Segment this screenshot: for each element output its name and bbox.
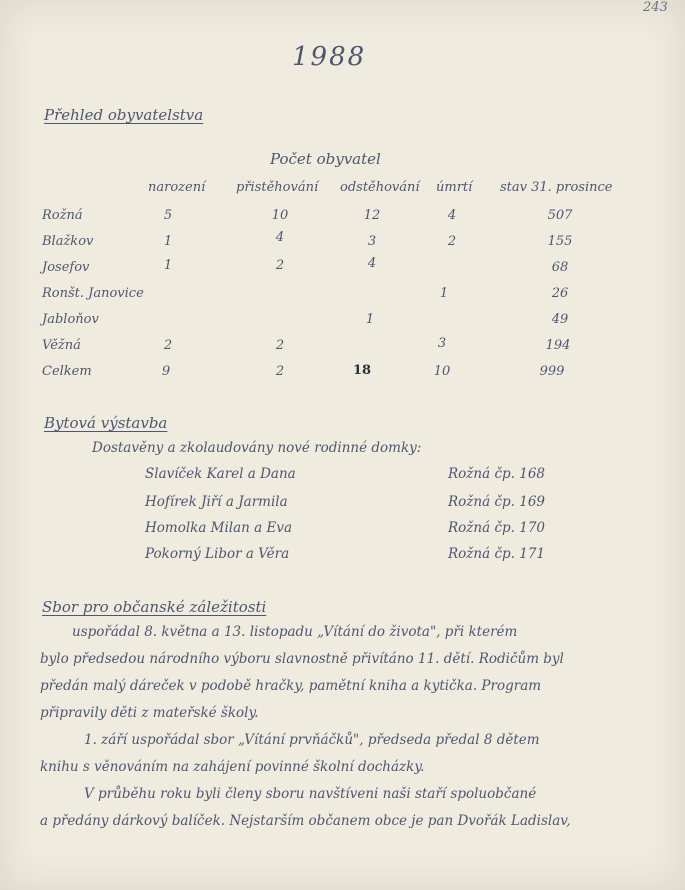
text-line: bylo předsedou národního výboru slavnostně přivítáno 11. dětí. Rodičům byl xyxy=(40,651,564,667)
table-cell: 194 xyxy=(545,338,571,353)
text-line: 1. září uspořádal sbor „Vítání prvňáčků", předseda předal 8 dětem xyxy=(84,732,540,748)
table-cell: 1 xyxy=(163,234,173,249)
table-cell: 49 xyxy=(551,312,569,327)
list-item-address: Rožná čp. 169 xyxy=(448,494,545,510)
table-cell: 155 xyxy=(547,234,573,249)
text-line: předán malý dáreček v podobě hračky, pamětní kniha a kytička. Program xyxy=(40,678,542,694)
table-cell: 9 xyxy=(161,364,171,379)
table-cell: 4 xyxy=(447,208,457,223)
table-cell: 10 xyxy=(271,208,289,223)
table-cell: 2 xyxy=(447,234,457,249)
column-header: přistěhování xyxy=(236,180,319,195)
text-line: připravily děti z mateřské školy. xyxy=(40,705,259,721)
table-cell: 4 xyxy=(275,230,285,245)
population-caption: Počet obyvatel xyxy=(270,150,381,168)
row-label: Jabloňov xyxy=(42,312,99,327)
list-item-address: Rožná čp. 168 xyxy=(448,466,545,482)
table-cell: 5 xyxy=(163,208,173,223)
text-line: V průběhu roku byli členy sboru navštíveni naši staří spoluobčané xyxy=(84,786,537,802)
table-cell: 999 xyxy=(539,364,565,379)
table-cell: 4 xyxy=(367,256,377,271)
column-header: narození xyxy=(148,180,206,195)
column-header: úmrtí xyxy=(436,180,473,195)
table-cell: 26 xyxy=(551,286,569,301)
housing-intro: Dostavěny a zkolaudovány nové rodinné domky: xyxy=(92,440,422,456)
year-title: 1988 xyxy=(292,42,367,72)
row-label: Blažkov xyxy=(42,234,94,249)
row-label: Ronšt. Janovice xyxy=(42,286,144,301)
list-item: Pokorný Libor a Věra xyxy=(145,546,290,562)
table-cell: 2 xyxy=(275,338,285,353)
row-label: Rožná xyxy=(42,208,83,223)
text-line: knihu s věnováním na zahájení povinné školní docházky. xyxy=(40,759,425,775)
table-cell: 10 xyxy=(433,364,451,379)
list-item: Homolka Milan a Eva xyxy=(145,520,293,536)
row-label: Celkem xyxy=(42,364,92,379)
table-cell: 3 xyxy=(367,234,377,249)
table-cell: 1 xyxy=(163,258,173,273)
column-header: stav 31. prosince xyxy=(500,180,613,195)
list-item-address: Rožná čp. 171 xyxy=(448,546,545,562)
civic-heading: Sbor pro občanské záležitosti xyxy=(42,598,267,616)
table-cell: 2 xyxy=(275,258,285,273)
text-line: uspořádal 8. května a 13. listopadu „Vítání do života", při kterém xyxy=(72,624,518,640)
row-label: Věžná xyxy=(42,338,81,353)
column-header: odstěhování xyxy=(340,180,420,195)
text-line: a předány dárkový balíček. Nejstarším občanem obce je pan Dvořák Ladislav, xyxy=(40,813,571,829)
table-cell: 18 xyxy=(352,363,372,378)
table-cell: 2 xyxy=(163,338,173,353)
page-number: 243 xyxy=(643,0,668,15)
table-cell: 1 xyxy=(365,312,375,327)
housing-heading: Bytová výstavba xyxy=(44,414,168,432)
table-cell: 12 xyxy=(363,208,381,223)
table-cell: 1 xyxy=(439,286,449,301)
row-label: Josefov xyxy=(42,260,90,275)
table-cell: 3 xyxy=(437,336,447,351)
list-item: Slavíček Karel a Dana xyxy=(145,466,296,482)
population-heading: Přehled obyvatelstva xyxy=(44,106,204,124)
list-item: Hofírek Jiří a Jarmila xyxy=(145,494,288,510)
list-item-address: Rožná čp. 170 xyxy=(448,520,545,536)
table-cell: 68 xyxy=(551,260,569,275)
table-cell: 507 xyxy=(547,208,573,223)
table-cell: 2 xyxy=(275,364,285,379)
